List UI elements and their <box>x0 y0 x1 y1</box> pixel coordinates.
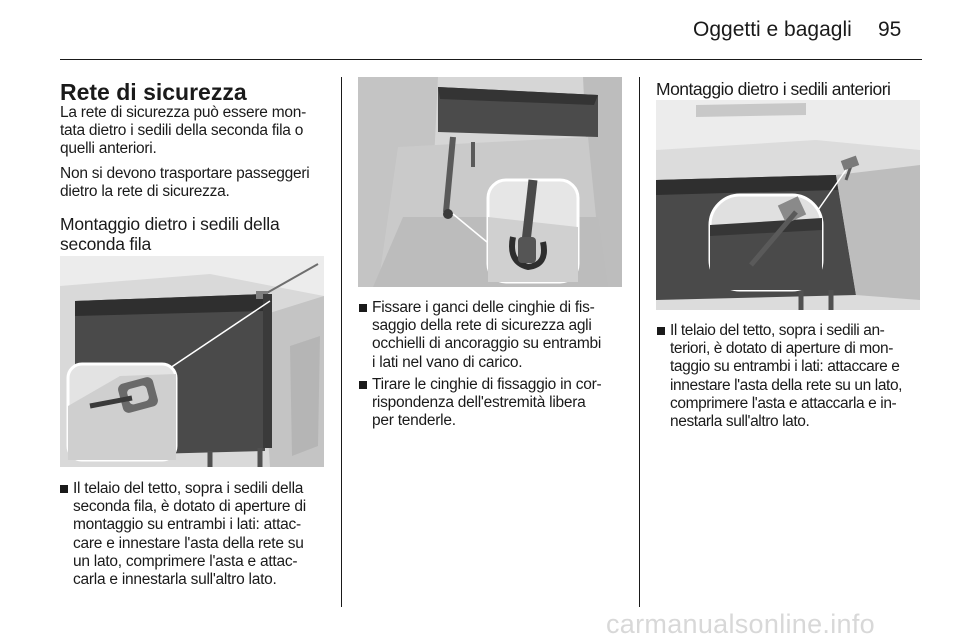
text-line: innestare l'asta della rete su un lato, <box>670 376 903 394</box>
bullet-square-icon <box>657 327 665 335</box>
subheading-second-row <box>60 214 280 254</box>
text-line: per tenderle. <box>372 412 456 430</box>
main-heading: Rete di sicurezza <box>60 79 247 105</box>
cargo-net-illustration <box>60 256 324 467</box>
text-line: comprimere l'asta e attaccarla e in- <box>670 394 897 412</box>
text-line: occhielli di ancoraggio su entrambi <box>372 335 602 353</box>
text-line: quelli anteriori. <box>60 140 157 158</box>
text-line: Non si devono trasportare passeggeri <box>60 165 310 182</box>
text-line: tata dietro i sedili della seconda fila o <box>60 122 304 140</box>
text-line: nestarla sull'altro lato. <box>670 413 810 431</box>
illustration-second-row-net <box>60 256 324 467</box>
text-line: Tirare le cinghie di fissaggio in cor- <box>372 376 602 393</box>
bullet-text <box>73 480 306 589</box>
text-line: carla e innestarla sull'altro lato. <box>73 571 277 589</box>
illustration-front-row-net <box>656 100 920 310</box>
heading-line: Montaggio dietro i sedili della <box>60 214 280 234</box>
bullet-text <box>372 376 601 431</box>
text-line: un lato, comprimere l'asta e attac- <box>73 552 298 570</box>
bullet-text <box>670 322 902 431</box>
text-line: La rete di sicurezza può essere mon- <box>60 104 307 121</box>
header-rule <box>60 59 922 60</box>
bullet-square-icon <box>359 381 367 389</box>
intro-paragraph <box>60 104 306 159</box>
text-line: seconda fila, è dotato di aperture di <box>73 498 306 516</box>
column-divider <box>639 77 640 607</box>
roof-mount-illustration <box>656 100 920 310</box>
text-line: i lati nel vano di carico. <box>372 353 523 371</box>
text-line: dietro la rete di sicurezza. <box>60 183 230 201</box>
text-line: care e innestare l'asta della rete su <box>73 534 304 552</box>
page-number: 95 <box>878 18 902 41</box>
warning-paragraph <box>60 165 309 201</box>
strap-anchor-illustration <box>358 77 622 287</box>
text-line: Fissare i ganci delle cinghie di fis- <box>372 299 595 316</box>
section-title: Oggetti e bagagli <box>693 18 852 41</box>
subheading-front-row: Montaggio dietro i sedili anteriori <box>656 79 891 99</box>
page-header <box>0 0 960 60</box>
text-line: teriori, è dotato di aperture di mon- <box>670 340 893 358</box>
text-line: taggio su entrambi i lati: attaccare e <box>670 358 900 376</box>
heading-line: seconda fila <box>60 234 151 254</box>
illustration-strap-anchor <box>358 77 622 287</box>
column-divider <box>341 77 342 607</box>
text-line: Il telaio del tetto, sopra i sedili an- <box>670 322 885 339</box>
text-line: montaggio su entrambi i lati: attac- <box>73 516 301 534</box>
text-line: rispondenza dell'estremità libera <box>372 394 586 412</box>
bullet-text <box>372 299 601 372</box>
bullet-square-icon <box>359 304 367 312</box>
bullet-square-icon <box>60 485 68 493</box>
text-line: Il telaio del tetto, sopra i sedili della <box>73 480 304 497</box>
watermark-text[interactable]: carmanualsonline.info <box>606 609 875 639</box>
text-line: saggio della rete di sicurezza agli <box>372 317 592 335</box>
